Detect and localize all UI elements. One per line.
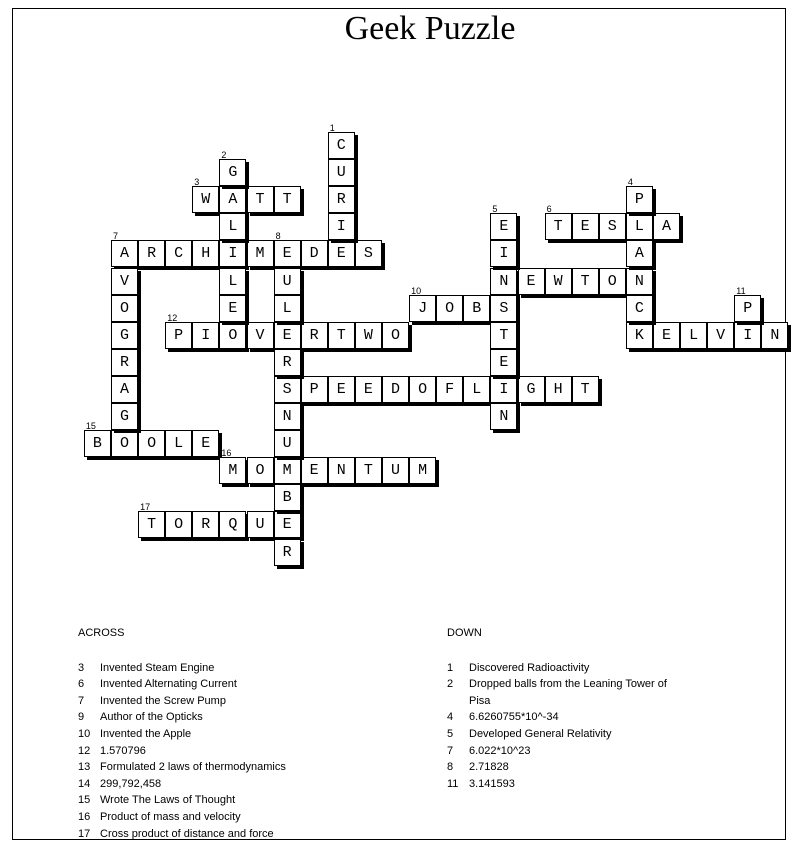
clue-text: Discovered Radioactivity [469,661,590,674]
cell-letter: E [661,326,671,344]
grid-cell[interactable] [219,213,246,240]
cell-letter: A [119,245,129,263]
clue-text: Invented the Apple [100,727,192,740]
clue-text: 2.71828 [469,761,509,774]
cell-letter: T [363,462,373,480]
cell-letter: N [499,408,509,425]
cell-letter: S [363,245,373,263]
grid-cell[interactable] [165,240,192,267]
cell-letter: A [661,218,671,236]
grid-cell[interactable] [436,295,463,322]
cell-letter: H [553,380,563,398]
grid-cell[interactable] [490,376,517,403]
grid-cell[interactable] [518,268,545,295]
clue-number: 8 [447,761,454,774]
grid-cell[interactable] [192,430,219,457]
grid-cell[interactable] [734,285,761,322]
clue-number: 10 [78,727,91,740]
grid-cell[interactable] [463,295,490,322]
clue-number: 7 [447,744,454,757]
clue-number-label: 8 [275,231,281,242]
cell-letter: W [201,191,211,209]
clue-number-label: 11 [736,285,746,296]
cell-letter: G [119,326,129,344]
grid-cell[interactable] [219,448,246,484]
grid-cell[interactable] [626,177,653,213]
cell-letter: P [743,299,753,317]
cell-letter: E [309,462,319,480]
cell-letter: T [255,191,265,209]
clue-number: 9 [78,711,85,724]
grid-cell[interactable] [599,213,626,240]
grid-cell[interactable] [301,457,328,484]
clue-text: Invented Alternating Current [100,678,237,691]
down-clue [447,776,667,793]
grid-cell[interactable] [219,268,246,295]
grid-cell[interactable] [328,123,355,159]
clue-number: 14 [78,777,91,790]
cell-letter: P [634,191,644,209]
grid-cell[interactable] [274,511,301,538]
cell-letter: I [743,326,753,344]
grid-cell[interactable] [192,177,219,213]
clue-number: 15 [78,794,91,807]
across-clue [78,676,378,693]
cell-letter: E [363,380,373,398]
grid-cell[interactable] [436,376,463,403]
cell-letter: V [716,326,726,344]
across-clue [78,693,378,710]
grid-cell[interactable] [355,457,382,484]
grid-cell[interactable] [382,322,409,349]
grid-cell[interactable] [382,457,409,484]
grid-cell[interactable] [192,240,219,267]
cell-letter: J [418,299,428,317]
grid-cell[interactable] [219,511,246,538]
clue-number: 11 [447,777,459,790]
across-clue [78,776,378,793]
clue-number: 17 [78,827,91,840]
grid-cell[interactable] [328,376,355,403]
clue-text: 3.141593 [469,777,515,790]
cell-letter: O [174,516,184,534]
grid-cell[interactable] [572,213,599,240]
cell-letter: G [228,164,238,182]
down-clue [447,726,667,743]
cell-letter: O [255,462,265,480]
grid-cell[interactable] [111,403,138,430]
grid-cell[interactable] [653,213,680,240]
across-clue-list [78,660,378,843]
grid-cell[interactable] [247,240,274,267]
cell-letter: O [607,272,617,290]
clue-number: 6 [78,678,85,691]
cell-letter: W [553,272,563,290]
cell-letter: S [282,380,292,398]
cell-letter: R [336,191,346,209]
cell-letter: L [689,326,699,344]
cell-letter: T [580,380,590,398]
grid-cell[interactable] [247,457,274,484]
cell-letter: A [228,191,238,209]
clue-text: Formulated 2 laws of thermodynamics [100,761,286,774]
cell-letter: L [282,299,292,317]
grid-cell[interactable] [247,186,274,213]
grid-cell[interactable] [328,240,355,267]
cell-letter: T [336,326,346,344]
grid-cell[interactable] [328,186,355,213]
grid-cell[interactable] [138,240,165,267]
cell-letter: E [282,245,292,263]
cell-letter: E [499,353,509,371]
cell-letter: E [526,272,536,290]
cell-letter: R [201,516,211,534]
grid-cell[interactable] [274,322,301,349]
cell-letter: A [119,380,129,398]
cell-letter: S [607,218,617,236]
cell-letter: R [309,326,319,344]
cell-letter: U [255,516,265,534]
grid-cell[interactable] [274,231,301,267]
down-clue [447,660,667,677]
cell-letter: N [336,462,346,480]
clue-text: 1.570796 [100,744,146,757]
grid-cell[interactable] [463,376,490,403]
cell-letter: D [390,380,400,398]
grid-cell[interactable] [274,403,301,430]
clue-number-label: 12 [167,312,178,323]
clue-number-label: 10 [411,285,422,296]
grid-cell[interactable] [247,511,274,538]
clue-number-label: 2 [221,150,227,161]
grid-cell[interactable] [247,322,274,349]
cell-letter: T [282,191,292,209]
cell-letter: R [282,353,292,371]
grid-cell[interactable] [328,322,355,349]
grid-cell[interactable] [490,295,517,322]
clue-number: 3 [78,661,85,674]
cell-letter: O [390,326,400,344]
grid-cell[interactable] [545,268,572,295]
cell-letter: E [336,380,346,398]
grid-cell[interactable] [111,231,138,267]
across-clues [78,625,378,842]
down-clue-list [447,660,667,793]
clue-text: 6.6260755*10^-34 [469,711,559,724]
cell-letter: L [634,218,644,236]
grid-cell[interactable] [192,322,219,349]
grid-cell[interactable] [111,322,138,349]
cell-letter: I [228,245,238,263]
grid-cell[interactable] [111,268,138,295]
down-clue [447,709,667,726]
cell-letter: I [499,380,509,398]
grid-cell[interactable] [382,376,409,403]
clue-number-label: 1 [329,123,335,133]
clue-number-label: 5 [492,204,498,215]
clue-text: Invented the Screw Pump [100,694,226,707]
cell-letter: A [634,245,644,263]
grid-cell[interactable] [301,240,328,267]
grid-cell[interactable] [490,268,517,295]
clue-number-label: 15 [85,421,96,432]
clue-number: 2 [447,678,454,691]
cell-letter: H [201,245,211,263]
grid-cell[interactable] [274,539,301,566]
grid-cell[interactable] [626,240,653,267]
cell-letter: T [553,218,563,236]
cell-letter: K [634,326,644,344]
cell-letter: C [174,245,184,263]
cell-letter: L [472,380,482,398]
cell-letter: E [282,516,292,534]
cell-letter: V [255,326,265,344]
grid-cell[interactable] [409,376,436,403]
grid-cell[interactable] [680,322,707,349]
clue-number: 4 [447,711,454,724]
down-clue [447,759,667,776]
cell-letter: I [201,326,211,344]
cell-letter: W [363,326,373,344]
cell-letter: O [119,299,129,317]
across-clue [78,759,378,776]
cell-letter: O [228,326,238,344]
grid-cell[interactable] [490,240,517,267]
cell-letter: U [390,462,400,480]
cell-letter: E [580,218,590,236]
cell-letter: B [282,489,292,507]
grid-cell[interactable] [274,268,301,295]
grid-cell[interactable] [219,150,246,186]
grid-cell[interactable] [626,268,653,295]
cell-letter: P [309,380,319,398]
grid-cell[interactable] [626,322,653,349]
grid-cell[interactable] [219,322,246,349]
cell-letter: G [119,408,129,425]
grid-cell[interactable] [572,376,599,403]
across-heading: ACROSS [78,627,125,639]
cell-letter: I [499,245,509,263]
clue-text: Cross product of distance and force [100,827,274,840]
grid-cell[interactable] [409,285,436,322]
cell-letter: Q [228,516,238,534]
grid-cell[interactable] [301,322,328,349]
grid-cell[interactable] [274,457,301,484]
cell-letter: B [92,435,102,453]
grid-cell[interactable] [138,502,165,538]
cell-letter: U [282,272,292,290]
cell-letter: E [201,435,211,453]
cell-letter: B [472,299,482,317]
clue-text: Dropped balls from the Leaning Tower of Pisa [469,678,667,707]
cell-letter: U [336,164,346,182]
grid-cell[interactable] [653,322,680,349]
clue-number: 7 [78,694,85,707]
across-clue [78,792,378,809]
cell-letter: T [499,326,509,344]
cell-letter: V [119,272,129,290]
grid-cell[interactable] [219,186,246,213]
grid-cell[interactable] [84,421,111,457]
clue-number: 13 [78,761,91,774]
clue-text: Developed General Relativity [469,727,612,740]
grid-cell[interactable] [138,430,165,457]
across-clue [78,743,378,760]
cell-letter: T [147,516,157,534]
cell-letter: L [228,218,238,236]
cell-letter: N [634,272,644,290]
down-clue [447,676,667,709]
grid-cell[interactable] [328,213,355,240]
clue-text: Wrote The Laws of Thought [100,794,236,807]
clue-number: 16 [78,810,91,823]
grid-cell[interactable] [490,349,517,376]
cell-letter: N [499,272,509,290]
cell-letter: L [228,272,238,290]
cell-letter: T [580,272,590,290]
cell-letter: C [634,299,644,317]
clue-number: 1 [447,661,454,674]
grid-cell[interactable] [274,376,301,403]
cell-letter: E [282,326,292,344]
grid-cell[interactable] [734,322,761,349]
grid-cell[interactable] [490,322,517,349]
clue-text: Author of the Opticks [100,711,203,724]
cell-letter: U [282,435,292,453]
clue-number: 12 [78,744,91,757]
grid-cell[interactable] [165,430,192,457]
grid-cell[interactable] [328,457,355,484]
grid-cell[interactable] [599,268,626,295]
cell-letter: O [147,435,157,453]
cell-letter: L [174,435,184,453]
grid-cell[interactable] [490,403,517,430]
grid-cell[interactable] [219,295,246,322]
cell-letter: S [499,299,509,317]
grid-cell[interactable] [545,376,572,403]
down-heading: DOWN [447,627,482,639]
grid-cell[interactable] [274,295,301,322]
grid-cell[interactable] [626,213,653,240]
clue-number-label: 6 [546,204,552,215]
grid-cell[interactable] [111,295,138,322]
across-clue [78,709,378,726]
grid-cell[interactable] [545,204,572,240]
clue-number-label: 7 [113,231,119,242]
across-clue [78,660,378,677]
cell-letter: F [445,380,455,398]
clue-number-label: 17 [140,502,151,513]
grid-cell[interactable] [111,430,138,457]
cell-letter: E [336,245,346,263]
grid-cell[interactable] [165,511,192,538]
cell-letter: O [119,435,129,453]
grid-cell[interactable] [328,159,355,186]
grid-cell[interactable] [707,322,734,349]
grid-cell[interactable] [355,240,382,267]
cell-letter: C [336,137,346,154]
cell-letter: R [282,543,292,561]
grid-cell[interactable] [274,430,301,457]
clue-number-label: 3 [194,177,200,188]
grid-cell[interactable] [355,376,382,403]
grid-cell[interactable] [409,457,436,484]
grid-cell[interactable] [274,186,301,213]
cell-letter: N [770,326,780,344]
cell-letter: M [418,462,428,480]
clue-text: 6.022*10^23 [469,744,531,757]
grid-cell[interactable] [219,240,246,267]
grid-cell[interactable] [572,268,599,295]
clue-text: 299,792,458 [100,777,162,790]
cell-letter: O [418,380,428,398]
grid-cell[interactable] [761,322,788,349]
clue-text: Product of mass and velocity [100,810,241,823]
clue-number: 5 [447,727,454,740]
cell-letter: E [499,218,509,236]
grid-cell[interactable] [626,295,653,322]
grid-cell[interactable] [274,484,301,511]
grid-cell[interactable] [111,349,138,376]
cell-letter: P [174,326,184,344]
across-clue [78,726,378,743]
across-clue [78,826,378,843]
down-clues [447,625,667,792]
cell-letter: D [309,245,319,263]
clue-number-label: 16 [221,448,232,459]
grid-cell[interactable] [490,204,517,240]
cell-letter: M [255,245,265,263]
puzzle-title: Geek Puzzle [344,10,516,47]
across-clue [78,809,378,826]
grid-cell[interactable] [355,322,382,349]
grid-cell[interactable] [111,376,138,403]
cell-letter: N [282,408,292,425]
grid-cell[interactable] [192,511,219,538]
clue-text: Invented Steam Engine [100,661,215,674]
grid-cell[interactable] [274,349,301,376]
down-clue [447,743,667,760]
cell-letter: E [228,299,238,317]
cell-letter: R [147,245,157,263]
clue-number-label: 4 [627,177,633,188]
grid-cell[interactable] [301,376,328,403]
cell-letter: R [119,353,129,371]
cell-letter: O [445,299,455,317]
cell-letter: M [228,462,238,480]
cell-letter: I [336,218,346,236]
grid-cell[interactable] [165,312,192,349]
cell-letter: G [526,380,536,398]
cell-letter: M [282,462,292,480]
grid-cell[interactable] [518,376,545,403]
